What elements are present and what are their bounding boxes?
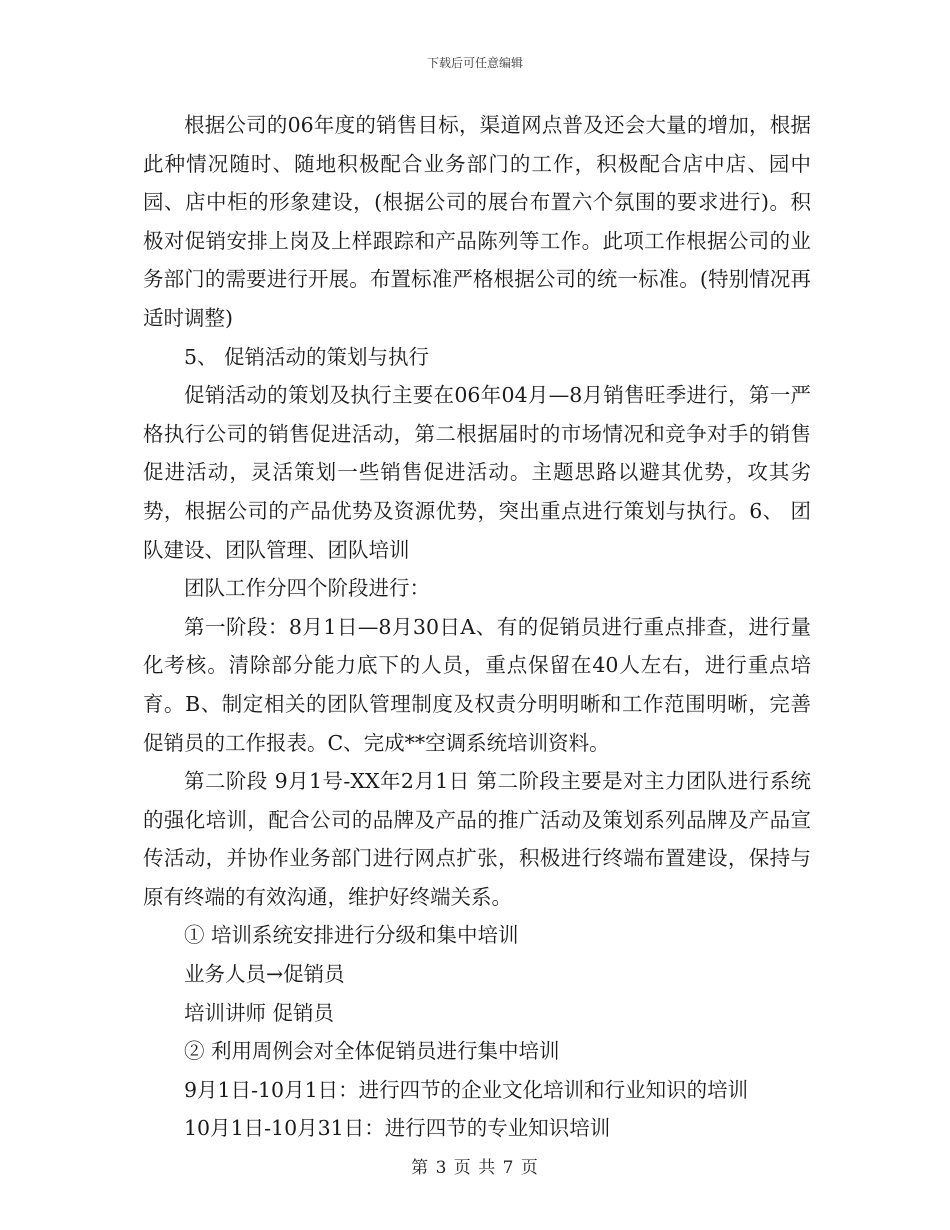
paragraph-team-stages-intro: 团队工作分四个阶段进行： bbox=[184, 576, 430, 601]
page-header: 下载后可任意编辑 bbox=[426, 56, 523, 70]
section-heading-promotion: 5、 促销活动的策划与执行 bbox=[184, 344, 430, 369]
document-body bbox=[143, 106, 811, 1148]
paragraph-promotion-planning: 促销活动的策划及执行主要在06年04月—8月销售旺季进行，第一严格执行公司的销售促进活动，第二根据届时的市场情况和竞争对手的销售促进活动，灵活策划一些销售促进活动。主题思路以避其优势，攻其劣势，根据公司的产品优势及资源优势，突出重点进行策划与执行。6、 团队建设、团队管理、团队培训 bbox=[143, 383, 811, 562]
paragraph-stage-one: 第一阶段：8月1日—8月30日A、有的促销员进行重点排查，进行量化考核。清除部分能力底下的人员，重点保留在40人左右，进行重点培育。B、制定相关的团队管理制度及权责分明明晰和工作范围明晰，完善促销员的工作报表。C、完成**空调系统培训资料。 bbox=[143, 614, 811, 755]
page-footer: 第 3 页 共 7 页 bbox=[411, 1158, 539, 1178]
list-item-trainer-promoter: 培训讲师 促销员 bbox=[184, 1000, 335, 1025]
list-item-training-system: ① 培训系统安排进行分级和集中培训 bbox=[184, 923, 519, 948]
paragraph-display-standards: 根据公司的06年度的销售目标，渠道网点普及还会大量的增加，根据此种情况随时、随地积极配合业务部门的工作，积极配合店中店、园中园、店中柜的形象建设，(根据公司的展台布置六个氛围的要求进行)。积极对促销安排上岗及上样跟踪和产品陈列等工作。此项工作根据公司的业务部门的需要进行开展。布置标准严格根据公司的统一标准。(特别情况再适时调整) bbox=[143, 113, 811, 330]
paragraph-stage-two: 第二阶段 9月1号-XX年2月1日 第二阶段主要是对主力团队进行系统的强化培训，配合公司的品牌及产品的推广活动及策划系列品牌及产品宣传活动，并协作业务部门进行网点扩张，积极进行终端布置建设，保持与原有终端的有效沟通，维护好终端关系。 bbox=[143, 769, 811, 909]
list-item-sales-to-promoter: 业务人员→促销员 bbox=[184, 962, 345, 987]
list-item-oct-training: 10月1日-10月31日：进行四节的专业知识培训 bbox=[184, 1116, 611, 1141]
list-item-weekly-meeting: ② 利用周例会对全体促销员进行集中培训 bbox=[184, 1039, 560, 1064]
list-item-sept-training: 9月1日-10月1日：进行四节的企业文化培训和行业知识的培训 bbox=[184, 1077, 749, 1102]
